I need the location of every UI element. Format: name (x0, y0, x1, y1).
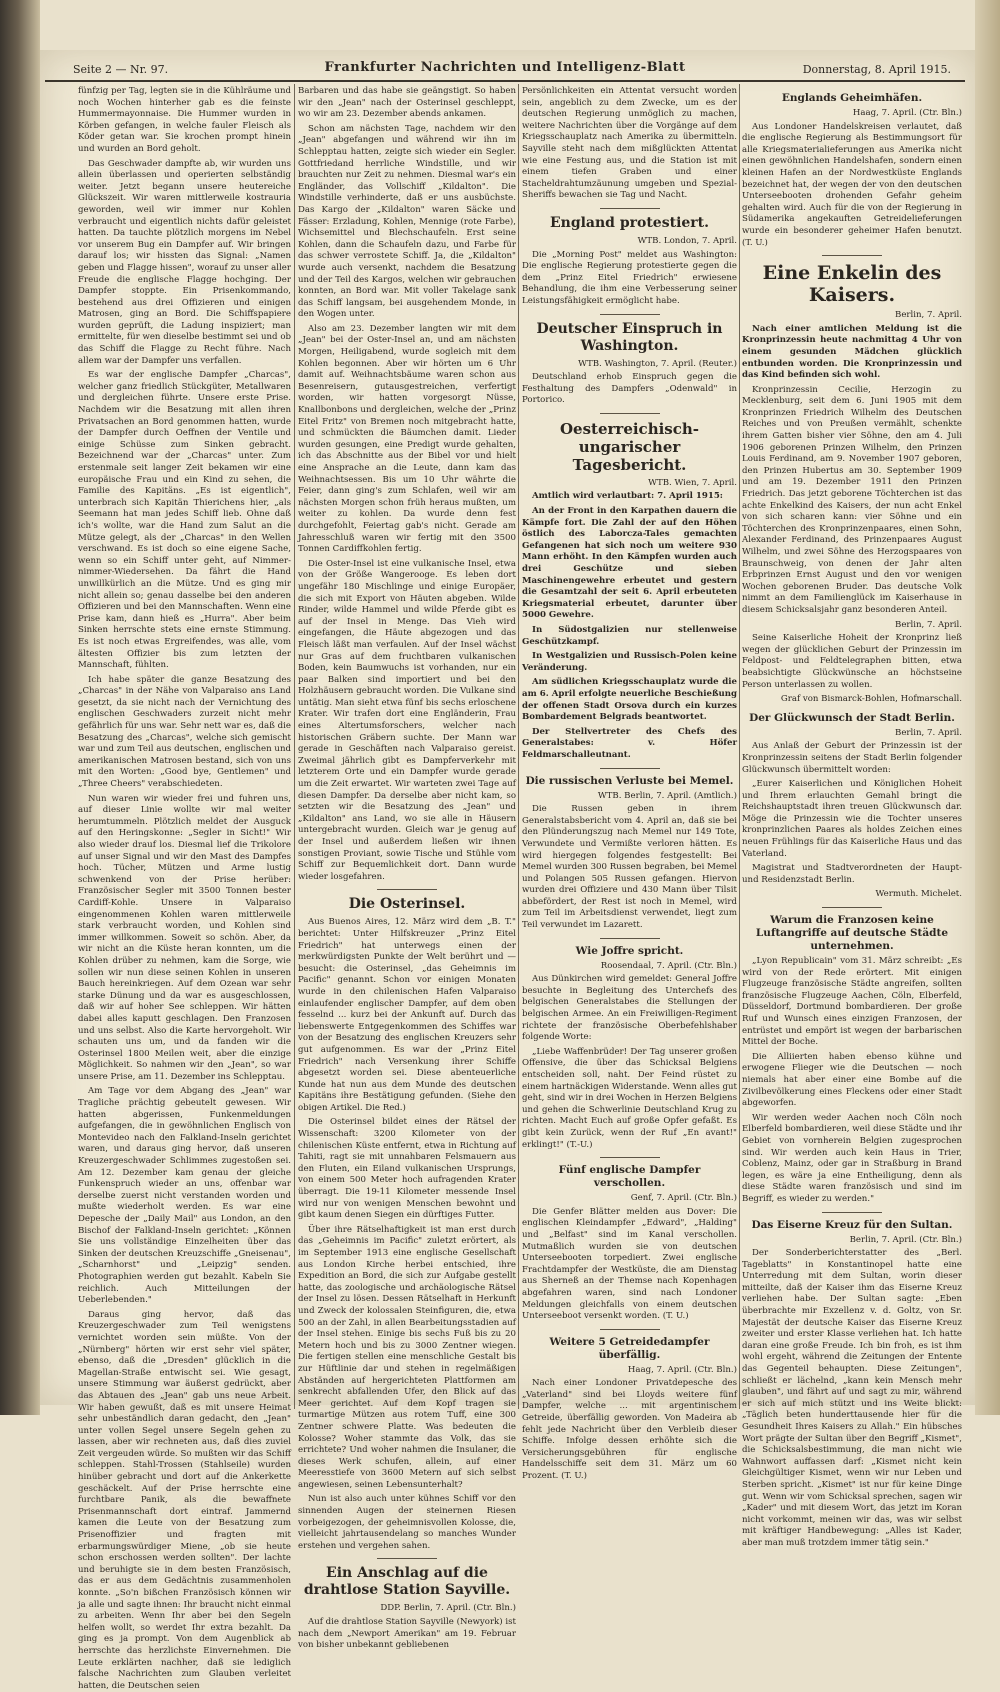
paragraph: Der Stellvertreter des Chefs des Generalstabes: v. Höfer Feldmarschalleutnant. (522, 726, 737, 760)
section-divider (377, 889, 437, 890)
paragraph: Die „Morning Post" meldet aus Washington: Die englische Regierung protestierte gegen die dem „Prinz Eitel Friedrich" erwiesene Behandlung, die ihm eine Verbesserung seiner Leistungsfähigkeit ermöglicht habe. (522, 249, 737, 306)
paragraph: In Westgalizien und Russisch-Polen keine Veränderung. (522, 651, 737, 673)
paragraph: Aus Dünkirchen wird gemeldet: General Joffre besuchte in Begleitung des Unterchefs des belgischen Generalstabes die Stellungen der belgischen Armee. An ein Freiwilligen-Regiment richtete der französische Oberbefehlshaber folgende Worte: (522, 974, 737, 1043)
paragraph: Nach einer Londoner Privatdepesche des „Vaterland" sind bei Lloyds weitere fünf Dampfer, welche ... mit argentinischem Getreide, überfällig geworden. Von Madeira ab fehlt jede Nachricht über den Verbleib dieser Schiffe. Infolge dessen erhöhte sich die Versicherungsgebühren für englische Handelsschiffe seit dem 31. März um 60 Prozent. (T. U.) (522, 1378, 737, 1482)
paragraph: Am südlichen Kriegsschauplatz wurde die am 6. April erfolgte neuerliche Beschießung der offenen Stadt Orsova durch ein kurzes Bombardement Belgrads beantwortet. (522, 677, 737, 723)
paragraph: Der Sonderberichterstatter des „Berl. Tageblatts" in Konstantinopel hatte eine Unterredung mit dem Sultan, worin dieser mitteilte, daß der Kaiser ihm das Eiserne Kreuz verliehen habe. Der Sultan sagte: „Eben überbrachte mir Exzellenz v. d. Goltz, von Sr. Majestät der deutsche Kaiser das Eiserne Kreuz zweiter und erster Klasse verliehen hat. Ich hatte daran eine große Freude. Ich bin froh, es ist ihm wohl ergeht, während die Zeitungen der Entente das Gegenteil behaupten. Diese Zeitungen", schließt er lächelnd, „kann kein Mensch mehr glauben", und fährt auf und sagt zu mir, während er sich auf mich stützt und ins Weite blickt: „Täglich beten hunderttausende hier für die Gesundheit Ihres Kaisers zu Allah." Ein hübsches Wort prägte der Sultan über den Begriff „Kismet", die Schicksalsbestimmung, die man nicht wie Wahnwort auffassen darf: „Kismet nicht kein Gleichgültiger Kismet, wenn wir nur Leben und Sterben spricht. „Kismet" ist nur für keine Dinge gut. Wenn wir vom Schicksal sprechen, sagen wir „Kader" und mit diesem Wort, das jetzt im Koran nicht vorkommt, meinen wir das, was wir selbst mit kräftiger Handbewegung: „Alles ist Kader, aber man muß trotzdem immer tätig sein." (742, 1248, 962, 1548)
paragraph: Deutschland erhob Einspruch gegen die Festhaltung des Dampfers „Odenwald" in Portorico. (522, 372, 737, 406)
dateline: WTB. Berlin, 7. April. (Amtlich.) (597, 790, 737, 801)
article-headline: Warum die Franzosen keine Luftangriffe auf deutsche Städte unternehmen. (755, 914, 949, 953)
paragraph: Die Genfer Blätter melden aus Dover: Die englischen Kleindampfer „Edward", „Halding" und „Belfast" sind im Kanal verschollen. Mutmaßlich wurden sie von deutschen Unterseebooten torpediert. Zwei englische Frachtdampfer der Westküste, die am Dienstag aus Sherneß an der Themse nach Kopenhagen abgefahren waren, sind nach Londoner Meldungen gleichfalls von einem deutschen Unterseeboot versenkt worden. (T. U.) (522, 1206, 737, 1322)
dateline: Berlin, 7. April. (Ctr. Bln.) (849, 1234, 962, 1245)
dateline: Berlin, 7. April. (895, 727, 962, 738)
dateline: Genf, 7. April. (Ctr. Bln.) (630, 1193, 737, 1204)
column-rule (739, 84, 740, 1409)
paragraph: Die Osterinsel bildet eines der Rätsel der Wissenschaft: 3200 Kilometer von der chilenischen Küste entfernt, etwa in Richtung auf Tahiti, ragt sie mit unnahbaren Felsmauern aus den Fluten, ein Eiland vulkanischen Ursprungs, von einem 500 Meter hoch aufragenden Krater überragt. Die 19-11 Kilometer messende Insel wird nur von wenigen Menschen bewohnt und gibt kaum denen Siegen ein dürftiges Futter. (298, 1117, 516, 1221)
article-headline: Ein Anschlag auf die drahtlose Station Sayville. (303, 1565, 511, 1599)
paragraph: Wir werden weder Aachen noch Cöln noch Elberfeld bombardieren, weil diese Städte und ihr Gebiet von vornherein Belgien zugesprochen sind. Wir werden auch kein Haus in Trier, Coblenz, Mainz, oder gar in Straßburg in Brand legen, es wäre ja eine Entheiligung, denn als diese Städte waren französisch und sind im Begriff, es wieder zu werden." (742, 1112, 962, 1204)
article-headline: Das Eiserne Kreuz für den Sultan. (751, 1218, 953, 1231)
dateline: WTB. Washington, 7. April. (Reuter.) (578, 358, 737, 369)
paragraph: Kronprinzessin Cecilie, Herzogin zu Mecklenburg, seit dem 6. Juni 1905 mit dem Kronprinzen Friedrich Wilhelm des Deutschen Reiches und von Preußen vermählt, schenkte ihrem Gatten bisher vier Söhne, den am 4. Juli 1906 geborenen Prinzen Wilhelm, den Prinzen Louis Ferdinand, am 9. November 1907 geboren, den Prinzen Hubertus am 30. September 1909 und am 19. Dezember 1911 den Prinzen Friedrich. Das jetzt geborene Töchterchen ist das achte Enkelkind des Kaisers, der nun acht Enkel von sich scharen kann: vier Söhne und ein Töchterchen des Kronprinzenpaares, einen Sohn, Alexander Ferdinand, des Prinzenpaares August Wilhelm, und zwei Söhne des Herzogspaares von Braunschweig, von denen der Jahr alten Erbprinzen Ernst August und den vor wenigen Wochen geborenen Bruder. Das deutsche Volk nimmt an dem Familienglück im Kaiserhause in diesem Schicksalsjahr ganz besonderen Anteil. (742, 384, 962, 615)
section-divider (600, 938, 660, 939)
article-headline: Die Osterinsel. (348, 896, 466, 913)
paragraph: Daraus ging hervor, daß das Kreuzergeschwader zum Teil wenigstens vernichtet worden sein müßte. Von der „Nürnberg" hörten wir erst sehr viel später, ebenso, daß die „Dresden" glücklich in die Magellan-Straße entwischt sei. Wie gesagt, unsere Stimmung war äußerst gedrückt, aber das Abtauen des „Jean" gab uns neue Arbeit. Wir haben gewußt, daß es mit unsere Heimat sehr unbeständlich daran gedacht, den „Jean" unter vollen Segel unsere Segeln gehen zu lassen, aber wir rechneten aus, daß dies zuviel Zeit vergeuden würde. So mußten wir das Schiff schleppen. Stahl-Trossen (Stahlseile) wurden hinüber gebracht und dort auf die Ankerkette geschäckelt. Auf der Prise herrschte eine furchtbare Panik, als die bewaffnete Prisenmannschaft dort eintraf. Jammernd kamen die Leute von der Besatzung zum Prisenoffizier und fragten mit erbarmungswürdiger Miene, „ob sie heute schon erschossen werden sollten". Der lachte und beruhigte sie in dem besten Französisch, das er aus dem Gedächtnis zusammenholen konnte. „So'n bißchen Französisch können wir ja alle und sagte ihnen: Ihr braucht nicht einmal zu arbeiten. Wenn Ihr aber bei den Segeln helfen wollt, so werdet Ihr extra bezahlt. Da ging es ja prompt. Von dem Augenblick ab herrschte das herzlichste Einvernehmen. Die Leute erklärten nachher, daß sie lediglich falsche Nachrichten zum Glauben verleitet hatten, die Deutschen seien (78, 1309, 291, 1691)
signature: Wermuth. Michelet. (875, 889, 962, 900)
section-divider (600, 768, 660, 769)
dateline: Roosendaal, 7. April. (Ctr. Bln.) (600, 960, 737, 971)
section-divider (600, 413, 660, 414)
paragraph: „Lyon Republicain" vom 31. März schreibt: „Es wird von der Rede erörtert. Mit einigen Flugzeuge französische Städte angreifen, sollten französische Flugzeuge Aachen, Cöln, Elberfeld, Düsseldorf, Dortmund bombardieren. Der große Ruf und Wunsch eines einzigen Franzosen, der entrüstet und empört ist wegen der barbarischen Mittel der Boche. (742, 956, 962, 1048)
dateline: Berlin, 7. April. (895, 619, 962, 630)
section-divider (600, 314, 660, 315)
paragraph: Aus Anlaß der Geburt der Prinzessin ist der Kronprinzessin seitens der Stadt Berlin folgender Glückwunsch übermittelt worden: (742, 741, 962, 775)
page-edge (975, 0, 1000, 1415)
paragraph: Amtlich wird verlautbart: 7. April 1915: (532, 491, 723, 502)
column-3 (522, 86, 737, 1482)
section-divider (600, 1157, 660, 1158)
section-divider (822, 1212, 882, 1213)
section-divider (822, 255, 882, 256)
book-binding (0, 0, 40, 1415)
paragraph: Es war der englische Dampfer „Charcas", welcher ganz friedlich Stückgüter, Metallwaren und dergleichen führte. Unsere erste Prise. Nachdem wir die Besatzung mit allen ihren Privatsachen an Bord genommen hatten, wurde der Dampfer durch Oeffnen der Ventile und einige Schüsse zum Sinken gebracht. Bezeichnend war der „Charcas" unter. Zum erstenmale seit langer Zeit bekamen wir eine europäische Frau und ein Kind zu sehen, die Familie des Kapitäns. „Es ist eigentlich", unterbrach sich Kapitän Thierichens hier, „als Seemann hat man jedes Schiff lieb. Ohne daß ich's wollte, war die Hand zum Salut an die Mütze gelegt, als der „Charcas" in den Wellen verschwand. Es ist doch so eine eigene Sache, wenn so ein Schiff unter geht, auf Nimmer-nimmer-Wiedersehen. Da fährt die Hand unwillkürlich an die Mütze. Und es ging mir nicht allein so; genau dasselbe bei den anderen Offizieren und bei den Mannschaften. Wenn eine Prise kam, dann hieß es „Hurra". Aber beim Sinken herrschte stets eine ernste Stimmung. Es ist noch etwas Ergreifendes, was alle, vom ältesten Offizier bis zum letzten der Mannschaft, fühlten. (78, 370, 292, 671)
paragraph: Nach einer amtlichen Meldung ist die Kronprinzessin heute nachmittag 4 Uhr von einem gesunden Mädchen glücklich entbunden worden. Die Kronprinzessin und das Kind befinden sich wohl. (742, 323, 962, 381)
column-rule (294, 84, 295, 1409)
paragraph: Die Oster-Insel ist eine vulkanische Insel, etwa von der Größe Wangerooge. Es leben dort ungefähr 180 Mischlinge und einige Europäer, die sich mit Export von Häuten abgeben. Wilde Rinder, wilde Hammel und wilde Pferde gibt es auf der Insel in Menge. Das Vieh wird eingefangen, die Häute abgezogen und das Fleisch läßt man verfaulen. Auf der Insel wächst nur Gras auf dem fruchtbaren vulkanischen Boden, kein Baumwuchs ist vorhanden, nur ein paar Balken sind importiert und bei den Holzhäusern gebraucht worden. Die Vulkane sind untätig. Man sieht etwa fünf bis sechs erloschene Krater. Wir trafen dort eine Engländerin, Frau eines Altertumsforschers, welcher nach historischen Gräbern suchte. Der Mann war gerade in Geschäften nach Valparaiso gereist. Zweimal jährlich gibt es Dampferverkehr mit letzterem Orte und ein Dampfer wurde gerade um die Zeit erwartet. Wir warteten zwei Tage auf diesen Dampfer. Da derselbe aber nicht kam, so setzten wir die Besatzung des „Jean" und „Kildalton" ans Land, wo sie alle in Häusern untergebracht wurden. Gleich war je genug auf der Insel und außerdem ließen wir ihnen sonstigen Proviant, sowie Tische und Stühle vom Schiff zur Bequemlichkeit dort. Dann wurde wieder losgefahren. (298, 558, 516, 882)
paragraph: Ich habe später die ganze Besatzung des „Charcas" in der Nähe von Valparaiso ans Land gesetzt, da sie nicht nach der Vernichtung des englischen Geschwaders zurzeit nicht mehr gefährlich für uns war. Sehr nett war es, daß die Besatzung des „Charcas", welche sich gemischt war und zum Teil aus deutschen, englischen und amerikanischen Matrosen bestand, sich von uns mit den Worten: „Good bye, Gentlemen" und „Three Cheers" verabschiedeten. (78, 674, 291, 790)
paragraph: Nun ist also auch unter kühnes Schiff vor den sinnenden Augen der steinernen Riesen vorbeigezogen, der geheimnisvollen Kolosse, die, vielleicht jahrtausendelang so manches Wunder erstehen und vergehen sahen. (298, 1494, 516, 1551)
paragraph: Seine Kaiserliche Hoheit der Kronprinz ließ wegen der glücklichen Geburt der Prinzessin im Feldpost- und Feldtelegraphen bitten, etwa beabsichtigte Glückwünsche an höchstseine Person unterlassen zu wollen. (742, 633, 962, 690)
article-headline: Weitere 5 Getreidedampfer überfällig. (549, 1335, 710, 1361)
column-4 (742, 86, 962, 1548)
article-headline: Wie Joffre spricht. (575, 944, 684, 957)
article-headline: Die russischen Verluste bei Memel. (525, 774, 734, 787)
dateline: Haag, 7. April. (Ctr. Bln.) (852, 108, 962, 118)
paragraph: Nun waren wir wieder frei und fuhren uns, auf dieser Linie wollte wir mal weiter herumtummeln. Plötzlich meldet der Ausguck auf den Heringskonne: „Segler in Sicht!" Wir also wieder drauf los. Diesmal lief die Trikolore auf unser Signal und wir den Mast des Dampfes hoch. Tücher, Mützen und Arme lustig schwenkend von der Prise herüber: Französischer Segler mit 3500 Tonnen bester Cardiff-Kohle. Unsere in Valparaiso eingenommenen Kohlen waren mittlerweile stark verbraucht worden, und Kohlen sind immer willkommen. Soweit so schön. Aber, da wir nicht an die Küste heran konnten, um die Kohlen drüber zu nehmen, kam die Sorge, wie sollen wir nun diese seinen Kohlen in unseren Bauch hereinkriegen. Auf dem Ozean war sehr starke Dünung und da war es ausgeschlossen, daß wir auf hoher See schleppen. Wir hätten dabei alles kaputt geschlagen. Den Franzosen und uns selbst. Also die Karte hervorgeholt. Wir schauten uns um, und da fanden wir die Osterinsel 1800 Meilen weit, aber die einzige Möglichkeit. So nahmen wir den „Jean", so war unsere Prise, am 11. Dezember ins Schlepptau. (78, 793, 291, 1082)
paragraph: Aus Buenos Aires, 12. März wird dem „B. T." berichtet: Unter Hilfskreuzer „Prinz Eitel Friedrich" hat unterwegs einen der merkwürdigsten Punkte der Welt berührt und — besucht: die Osterinsel, „das Geheimnis im Pacific" genannt. Schon vor einigen Monaten wurde in den chilenischen Hafen Valparaiso einlaufender englischer Dampfer, auf dem oben fesselnd ... kurz bei der Ankunft auf. Durch das liebenswerte Entgegenkommen des Schiffes war von der Besatzung des englischen Kreuzers sehr gut aufgenommen. Es war der „Prinz Eitel Friedrich" nach Versenkung ihrer Schiffe abgesetzt worden sei. Diese abenteuerliche Kunde hat nun aus dem Munde des deutschen Kapitäns ihre Bestätigung gefunden. (Siehe den obigen Artikel. Die Red.) (298, 917, 516, 1113)
article-headline: Fünf englische Dampfer verschollen. (558, 1164, 701, 1190)
paragraph: Persönlichkeiten ein Attentat versucht worden sein, angeblich zu dem Zwecke, um es der deutschen Regierung unmöglich zu machen, weitere Nachrichten über die Vorgänge auf dem Kriegsschauplatz nach Amerika zu übermitteln. Sayville steht nach dem mißglückten Attentat wie eine Festung aus, und die Station ist mit einem tiefen Graben und einer Stacheldrahtumzäunung umgeben und Spezial-Sheriffs bewachen sie Tag und Nacht. (522, 86, 737, 201)
paragraph: Barbaren und das habe sie geängstigt. So haben wir den „Jean" nach der Osterinsel geschleppt, wo wir am 23. Dezember abends ankamen. (298, 86, 516, 120)
section-divider (377, 1558, 437, 1559)
paragraph: fünfzig per Tag, legten sie in die Kühlräume und noch Wochen hinterher gab es die feinste Hummermayonnaise. Die Hummer wurden in Körben gefangen, in welche fauler Fleisch als Köder getan war. Sie krochen prompt hinein und wurden an Bord geholt. (78, 86, 291, 154)
page-header (45, 58, 965, 82)
article-headline: Der Glückwunsch der Stadt Berlin. (749, 711, 955, 724)
paragraph: Aus Londoner Handelskreisen verlautet, daß die englische Regierung als Bestimmungsort für alle Kriegsmaterialieferungen aus Amerika nicht einen gewöhnlichen Handelshafen, sondern einen kleinen Hafen an der Nordwestküste Englands bezeichnet hat, der wegen der von den deutschen Unterseebooten drohenden Gefahr geheim gehalten wird. Auch für die von der Regierung in Südamerika angekauften Getreidelieferungen wurde ein besonderer geheimer Hafen benutzt. (T. U.) (742, 121, 962, 248)
paragraph: Über ihre Rätselhaftigkeit ist man erst durch das „Geheimnis im Pacific" zuletzt erörtert, als im September 1913 eine englische Gesellschaft aus London Kirche herbei entschied, ihre Expedition an Bord, die sich zur Aufgabe gestellt hatte, das zoologische und archäologische Rätsel der Insel zu lösen. Dessen Rätselhaft in Herkunft und Zweck der kolossalen Steinfiguren, die, etwa 500 an der Zahl, in allen Bearbeitungsstadien auf der Insel stehen. Einige bis sechs Fuß bis zu 20 Metern hoch und bis zu 3000 Zentner wiegen. Die fertigen stellen eine menschliche Gestalt bis zur Hüftlinie dar und stehen in regelmäßigen Abständen auf hergerichteten Plattformen am senkrecht abfallenden Ufer, den Blick auf das Meer gerichtet. Auf dem Kopf tragen sie turmartige Mützen aus rotem Tuff, eine 300 Zentner schwere Platte. Was bedeuten die Kolosse? Woher stammte das Volk, das sie errichtete? Und woher nahmen die Insulaner, die dieses Werk schufen, allein, auf einer Meeresstiefe von 3600 Metern auf sich selbst angewiesen, seinen Lebensunterhalt? (298, 1224, 516, 1490)
dateline: DDP. Berlin, 7. April. (Ctr. Bln.) (380, 1603, 516, 1614)
section-divider (822, 907, 882, 908)
paragraph: Am Tage vor dem Abgang des „Jean" war Tragliche prächtig gebeutelt gewesen. Wir hatten abgerissen, Funkenmeldungen aufgefangen, die in gewöhnlichen Englisch von Montevideo nach den Falkland-Inseln gerichtet waren, und daraus ging hervor, daß unseren Kreuzergeschwader Schlimmes zugestoßen sei. Am 12. Dezember kam genau der gleiche Funkenspruch wieder an uns, offenbar war derselbe zuerst nicht verstanden worden und mußte wiederholt werden. Es war eine Depesche der „Daily Mail" aus London, an den Bischof der Falkland-Inseln gerichtet: „Können Sie uns vollständige Einzelheiten über das Sinken der deutschen Kreuzschiffe „Gneisenau", „Scharnhorst" und „Leipzig" senden. Photographien werden gut bezahlt. Kabeln Sie reichlich. Auch Mitteilungen der Ueberlebenden." (78, 1086, 291, 1306)
dateline: WTB. London, 7. April. (637, 235, 737, 246)
dateline: Haag, 7. April. (Ctr. Bln.) (627, 1364, 737, 1375)
article-headline: Oesterreichisch-ungarischer Tagesbericht. (559, 419, 700, 474)
newspaper-title: Frankfurter Nachrichten und Intelligenz-Blatt (324, 60, 686, 75)
paragraph: „Liebe Waffenbrüder! Der Tag unserer großen Offensive, die über das Schicksal Belgiens entscheiden soll, naht. Der Feind rüstet zu einem hartnäckigen Widerstande. Wenn alles gut geht, sind wir in drei Wochen in Herzen Belgiens und gehen die Schwerlinie Deutschland Krug zu richten. Macht Euch auf große Opfer gefaßt. Es gibt kein Zurück, wenn der Ruf „En avant!" erklingt!" (T.-U.) (522, 1046, 737, 1150)
paragraph: Magistrat und Stadtverordneten der Haupt- und Residenzstadt Berlin. (742, 863, 962, 885)
section-divider (600, 1329, 660, 1330)
paragraph: Die Russen geben in ihrem Generalstabsbericht vom 4. April an, daß sie bei den Plünderungszug nach Memel nur 149 Tote, Verwundete und Vermißte verloren hätten. Es wird hiergegen folgendes festgestellt: Bei Memel wurden 300 Russen begraben, bei Memel und Polangen 505 Russen gefangen. Hiervon wurden drei Offiziere und 430 Mann über Tilsit abbefördert, der Rest ist noch in Memel, wird zum Teil im Arbeitsdienst verwendet, liegt zum Teil verwundet im Lazarett. (522, 804, 737, 931)
paragraph: In Südostgalizien nur stellenweise Geschützkampf. (522, 625, 737, 647)
column-1 (78, 86, 292, 1691)
article-headline: England protestiert. (549, 214, 710, 231)
section-divider (600, 208, 660, 209)
paragraph: Also am 23. Dezember langten wir mit dem „Jean" bei der Oster-Insel an, und am nächsten Morgen, Heiligabend, wurde sogleich mit dem Kohlen begonnen. Aber wir hörten um 6 Uhr damit auf. Weihnachtsbäume waren schon aus Besenreisern, gutausgestreichen, verfertigt worden, wir hatten vorgesorgt Nüsse, Knallbonbons und dergleichen, welche der „Prinz Eitel Fritz" von Bremen noch mitgebracht hatte, und schmückten die Bäumchen damit. Lieder wurden gesungen, eine Predigt wurde gehalten, ich das Abschnitte aus der Bibel vor und hielt eine Ansprache an die Leute, dann kam das Weihnachtsessen. Bis um 10 Uhr währte die Feier, dann ging's zum Schlafen, weil wir am nächsten Morgen schon früh heraus mußten, um weiter zu kohlen. Da wurde denn fest durchgefohlt, Feiertag gab's nicht. Gerade am Jahresschluß waren wir fertig mit den 3500 Tonnen Cardiffkohlen fertig. (298, 323, 516, 555)
dateline: WTB. Wien, 7. April. (648, 477, 737, 488)
column-rule (518, 84, 519, 1409)
dateline: Berlin, 7. April. (895, 310, 962, 321)
paragraph: Auf die drahtlose Station Sayville (Newyork) ist nach dem „Newport Amerikan" am 19. Februar von bisher unbekannt gebliebenen (298, 1617, 516, 1651)
article-headline: Deutscher Einspruch in Washington. (536, 320, 723, 354)
paragraph: Das Geschwader dampfte ab, wir wurden uns allein überlassen und operierten selbständig weiter. Jetzt begann unsere heutereiche Glückszeit. Wir waren mittlerweile kostrauria geworden, weil wir immer nur Kohlen verbraucht und eigentlich nichts dafür geleistet hatten. Da tauchte plötzlich morgens im Nebel vor unserem Bug ein Dampfer auf. Wir bringen darauf los; wir hissten das Signal: „Namen geben und Flagge hissen", worauf zu unser aller Freude die englische Flagge hochging. Der Dampfer stoppte. Ein Prisenkommando, bestehend aus drei Offizieren und einigen Matrosen, ging an Bord. Die Schiffspapiere wurden geprüft, die Ladung inspiziert; man ermittelte, für wen dieselbe bestimmt sei und ob das Schiff die Flagge zu Recht führe. Nach allem war der Dampfer uns verfallen. (78, 158, 291, 366)
column-2 (298, 86, 516, 1651)
paragraph: An der Front in den Karpathen dauern die Kämpfe fort. Die Zahl der auf den Höhen östlich des Laborcza-Tales gemachten Gefangenen hat sich noch um weitere 930 Mann erhöht. In den Kämpfen wurden auch drei Geschütze und sieben Maschinengewehre erbeutet und gestern die Gesamtzahl der seit 6. April erbeuteten Kriegsmaterial erbeutet, darunter über 5000 Gewehre. (522, 506, 737, 621)
paragraph: „Eurer Kaiserlichen und Königlichen Hoheit und Ihrem erlauchten Gemahl bringt die Reichshauptstadt ihren treuen Glückwunsch dar. Möge die Prinzessin wie die Tochter unseres kronprinzlichen Paares als holdes Zeichen eines neuen Frühlings für das Kaiserliche Haus und das Vaterland. (742, 779, 962, 859)
page-number: Seite 2 — Nr. 97. (73, 63, 169, 76)
signature: Graf von Bismarck-Bohlen, Hofmarschall. (780, 694, 962, 705)
article-headline: Englands Geheimhäfen. (781, 92, 923, 104)
paragraph: Die Alliierten haben ebenso kühne und erwogene Flieger wie die Deutschen — noch niemals hat aber einer eine Bombe auf die Zivilbevölkerung eines Fleckens oder einer Stadt abgeworfen. (742, 1051, 962, 1109)
issue-date: Donnerstag, 8. April 1915. (802, 63, 951, 76)
paragraph: Schon am nächsten Tage, nachdem wir den „Jean" abgefangen und während wir ihn im Schlepptau hatten, zeigte sich wieder ein Segler. Gottfriedand herrliche Windstille, und wir brauchten nur Zeit zu nehmen. Diesmal war's ein Engländer, das Vollschiff „Kildalton". Die Windstille verhinderte, daß er uns ausbüchste. Das Kargo der „Kildalton" waren Säcke und Fässer: Erzladung, Kohlen, Mennige (rote Farbe), Wichsemittel und Blechschaufeln. Erst seine Kohlen, dann die Schaufeln dazu, und Farbe für das schwer verrostete Schiff. Ja, die „Kildalton" wurde auch versenkt, nachdem die Besatzung und der Teil des Kargos, welchen wir gebrauchen konnten, an Bord war. Mit voller Takelage sank das Schiff langsam, bei ausgehendem Monde, in den Wogen unter. (298, 123, 516, 320)
article-headline: Eine Enkelin des Kaisers. (762, 262, 942, 307)
